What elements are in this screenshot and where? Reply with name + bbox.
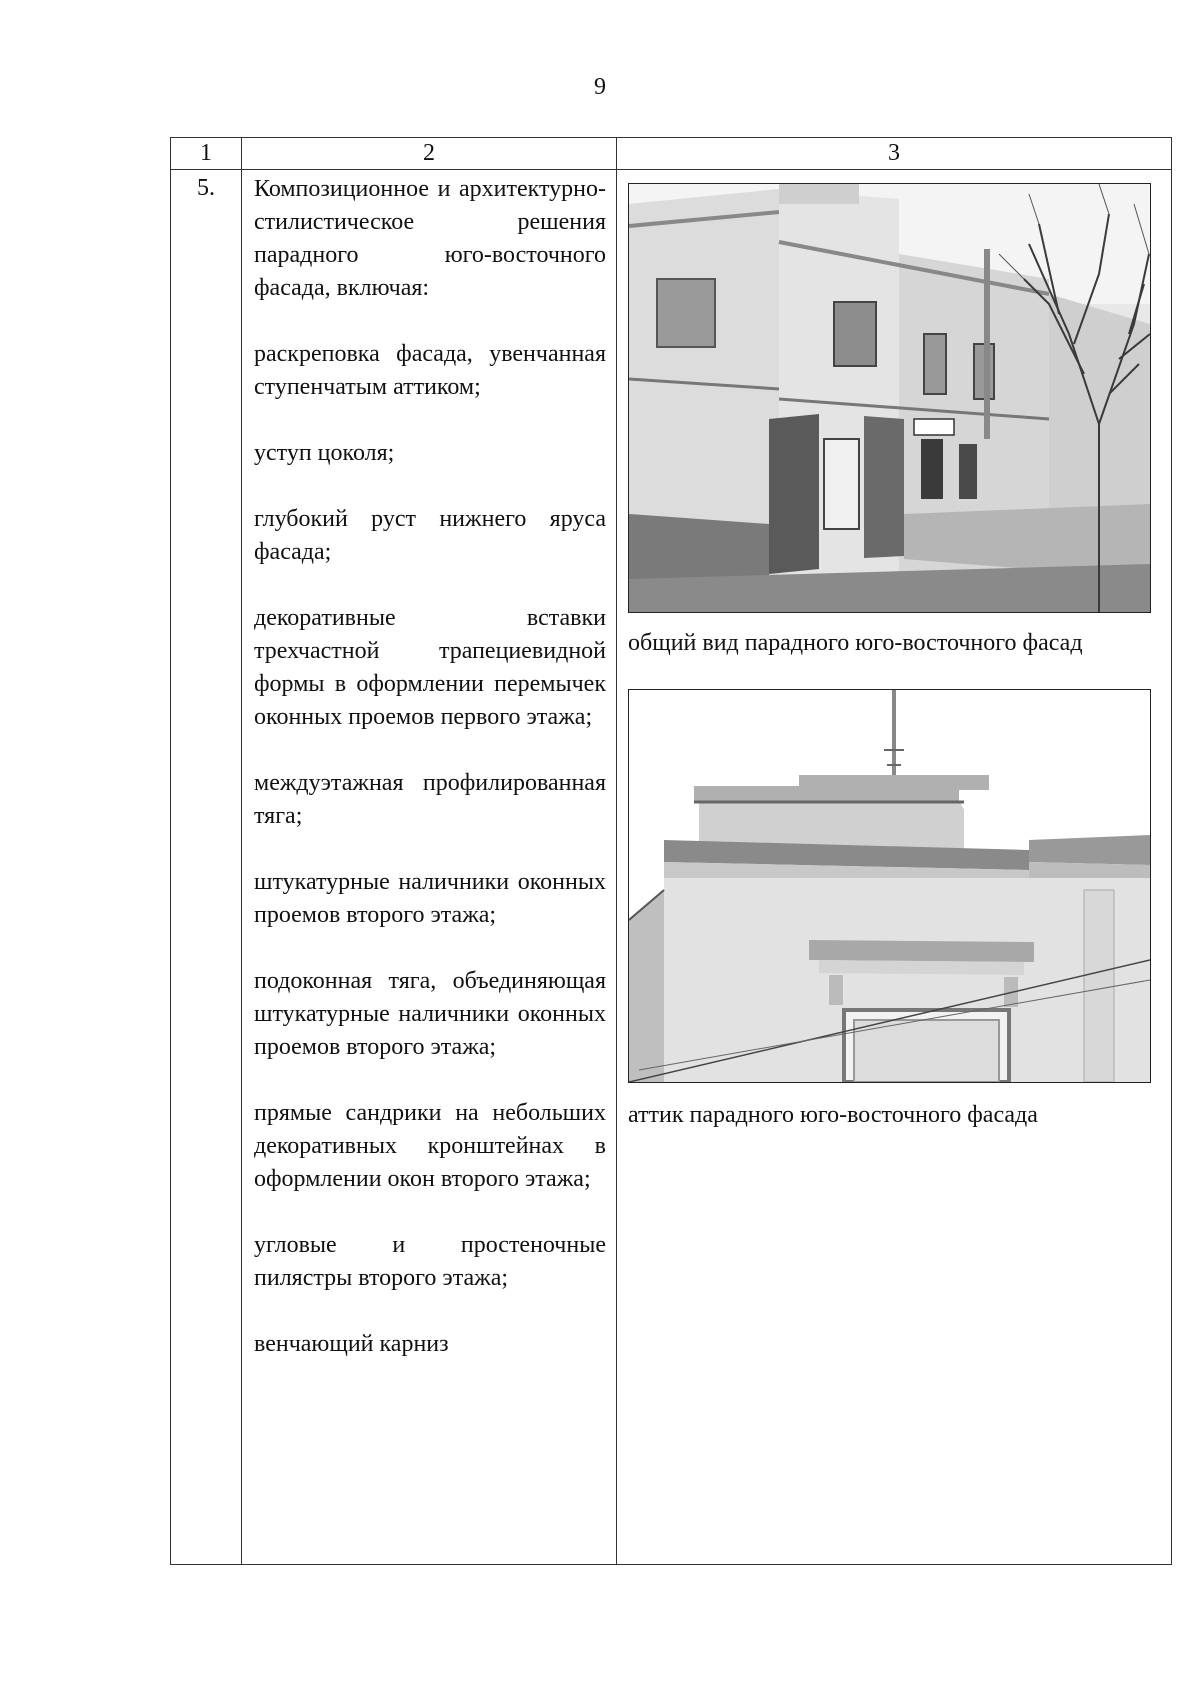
description-item: прямые сандрики на небольших декоративных кронштейнах в оформлении окон второго этажа; <box>254 1100 606 1192</box>
description-item: раскреповка фасада, увенчанная ступенчатым аттиком; <box>254 341 606 400</box>
header-col-1: 1 <box>171 138 242 170</box>
description-item: декоративные вставки трехчастной трапециевидной формы в оформлении перемычек оконных проемов первого этажа; <box>254 605 606 730</box>
attic-photo <box>628 689 1151 1083</box>
row-description <box>242 170 617 1565</box>
description-item: угловые и простеночные пилястры второго этажа; <box>254 1232 606 1291</box>
header-col-3: 3 <box>617 138 1172 170</box>
description-item: штукатурные наличники оконных проемов второго этажа; <box>254 869 606 928</box>
table-header-row <box>171 138 1172 170</box>
row-number: 5. <box>171 170 242 1565</box>
attic-photo-caption: аттик парадного юго-восточного фасада <box>628 1102 1038 1128</box>
facade-photo-caption: общий вид парадного юго-восточного фасад <box>628 630 1083 656</box>
description-item: глубокий руст нижнего яруса фасада; <box>254 506 606 565</box>
facade-photo <box>628 183 1151 613</box>
page-number: 9 <box>594 74 606 100</box>
description-item: междуэтажная профилированная тяга; <box>254 770 606 829</box>
description-item: венчающий карниз <box>254 1331 449 1357</box>
header-col-2: 2 <box>242 138 617 170</box>
description-item: уступ цоколя; <box>254 440 395 466</box>
description-intro: Композиционное и архитектурно-стилистическое решения парадного юго-восточного фасада, включая: <box>254 176 606 301</box>
description-item: подоконная тяга, объединяющая штукатурные наличники оконных проемов второго этажа; <box>254 968 606 1060</box>
table-row <box>171 170 1172 1565</box>
heritage-table <box>170 137 1172 1565</box>
row-photos <box>617 170 1172 1565</box>
